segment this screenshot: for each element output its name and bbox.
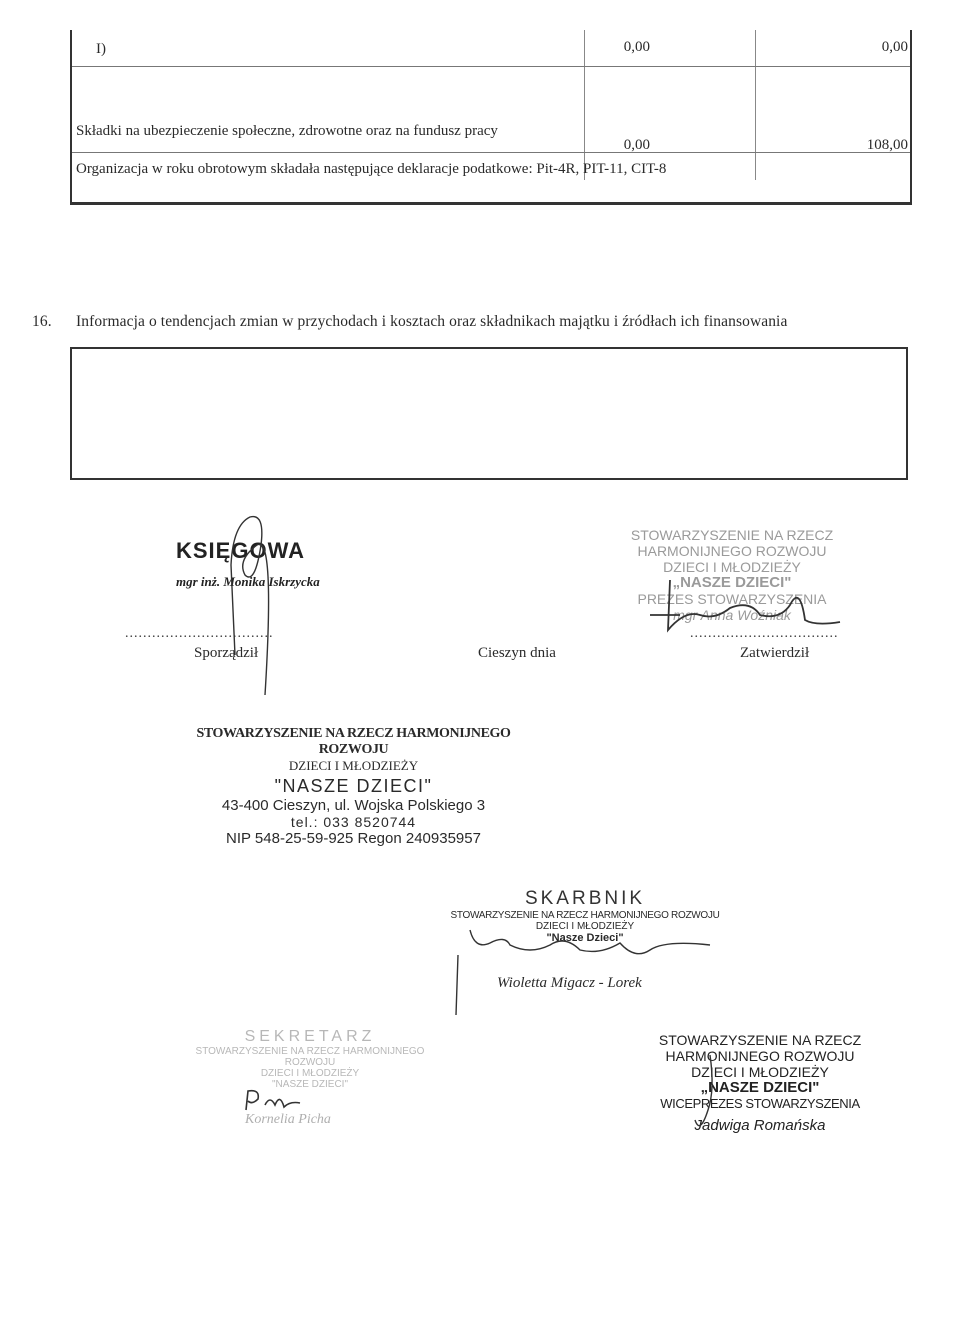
row-value-2: 108,00 xyxy=(866,137,908,153)
place-date-caption: Cieszyn dnia xyxy=(478,645,556,661)
row-value-1: 0,00 xyxy=(623,39,650,55)
stamp-line: STOWARZYSZENIE NA RZECZ HARMONIJNEGO ROZWOJU xyxy=(195,1046,425,1068)
row-value-1: 0,00 xyxy=(623,137,650,153)
stamp-name: mgr inż. Monika Iskrzycka xyxy=(176,574,320,589)
signature-line-left: ................................. xyxy=(125,626,274,641)
stamp-line: 43-400 Cieszyn, ul. Wojska Polskiego 3 xyxy=(221,797,486,814)
row-label: Składki na ubezpieczenie społeczne, zdrowotne oraz na fundusz pracy xyxy=(76,123,498,139)
section-title: Informacja o tendencjach zmian w przychodach i kosztach oraz składnikach majątku i źródłach ich finansowania xyxy=(76,313,788,330)
row-label: Organizacja w roku obrotowym składała następujące deklaracje podatkowe: Pit-4R, PIT-11, CIT-8 xyxy=(76,161,667,177)
stamp-line: DZIECI I MŁODZIEŻY xyxy=(288,758,419,773)
stamp-title: KSIĘGOWA xyxy=(176,538,306,563)
stamp-title: SEKRETARZ xyxy=(244,1028,376,1045)
stamp-name: Jadwiga Romańska xyxy=(694,1117,826,1134)
treasurer-signature xyxy=(450,915,720,1015)
stamp-line: „NASZE DZIECI" xyxy=(672,574,792,591)
stamp-line: "NASZE DZIECI" xyxy=(274,776,433,796)
stamp-name: mgr Anna Woźniak xyxy=(673,607,791,623)
stamp-line: "Nasze Dzieci" xyxy=(546,932,624,944)
secretary-signature xyxy=(240,1085,320,1115)
financial-table xyxy=(70,30,912,205)
stamp-line: NIP 548-25-59-925 Regon 240935957 xyxy=(226,830,481,847)
stamp-line: STOWARZYSZENIE NA RZECZ HARMONIJNEGO ROZWOJU xyxy=(450,910,720,921)
stamp-line: STOWARZYSZENIE NA RZECZ HARMONIJNEGO ROZWOJU xyxy=(196,726,511,757)
stamp-line: WICEPREZES STOWARZYSZENIA xyxy=(660,1096,860,1111)
stamp-line: STOWARZYSZENIE NA RZECZ xyxy=(658,1032,862,1048)
stamp-line: „NASZE DZIECI" xyxy=(700,1079,820,1096)
signature-line-right: ................................. xyxy=(690,626,839,641)
section-number: 16. xyxy=(32,313,52,330)
prepared-caption: Sporządził xyxy=(194,645,259,661)
stamp-line: DZIECI I MŁODZIEŻY xyxy=(260,1068,360,1079)
stamp-line: HARMONIJNEGO ROZWOJU xyxy=(665,1048,855,1064)
row-label: I) xyxy=(96,41,106,57)
approved-caption: Zatwierdził xyxy=(740,645,810,661)
stamp-line: "NASZE DZIECI" xyxy=(272,1079,348,1090)
secretary-name: Kornelia Picha xyxy=(245,1112,331,1127)
stamp-line: STOWARZYSZENIE NA RZECZ xyxy=(630,527,834,543)
treasurer-name: Wioletta Migacz - Lorek xyxy=(497,975,642,991)
section-content-box xyxy=(70,347,908,480)
table-row xyxy=(72,152,910,203)
stamp-line: HARMONIJNEGO ROZWOJU xyxy=(637,543,827,559)
stamp-line: DZIECI I MŁODZIEŻY xyxy=(663,559,801,575)
vice-president-stamp xyxy=(640,1032,880,1134)
organization-stamp xyxy=(196,726,511,847)
stamp-title: SKARBNIK xyxy=(524,888,646,909)
stamp-line: tel.: 033 8520744 xyxy=(290,814,417,830)
secretary-stamp xyxy=(170,1028,450,1090)
table-row xyxy=(72,30,910,67)
accountant-signature xyxy=(195,505,315,705)
stamp-line: DZIECI I MŁODZIEŻY xyxy=(691,1064,829,1080)
stamp-line: DZIECI I MŁODZIEŻY xyxy=(535,921,635,932)
row-value-2: 0,00 xyxy=(881,39,908,55)
vice-president-signature xyxy=(680,1050,740,1150)
stamp-line: PREZES STOWARZYSZENIA xyxy=(637,591,827,607)
